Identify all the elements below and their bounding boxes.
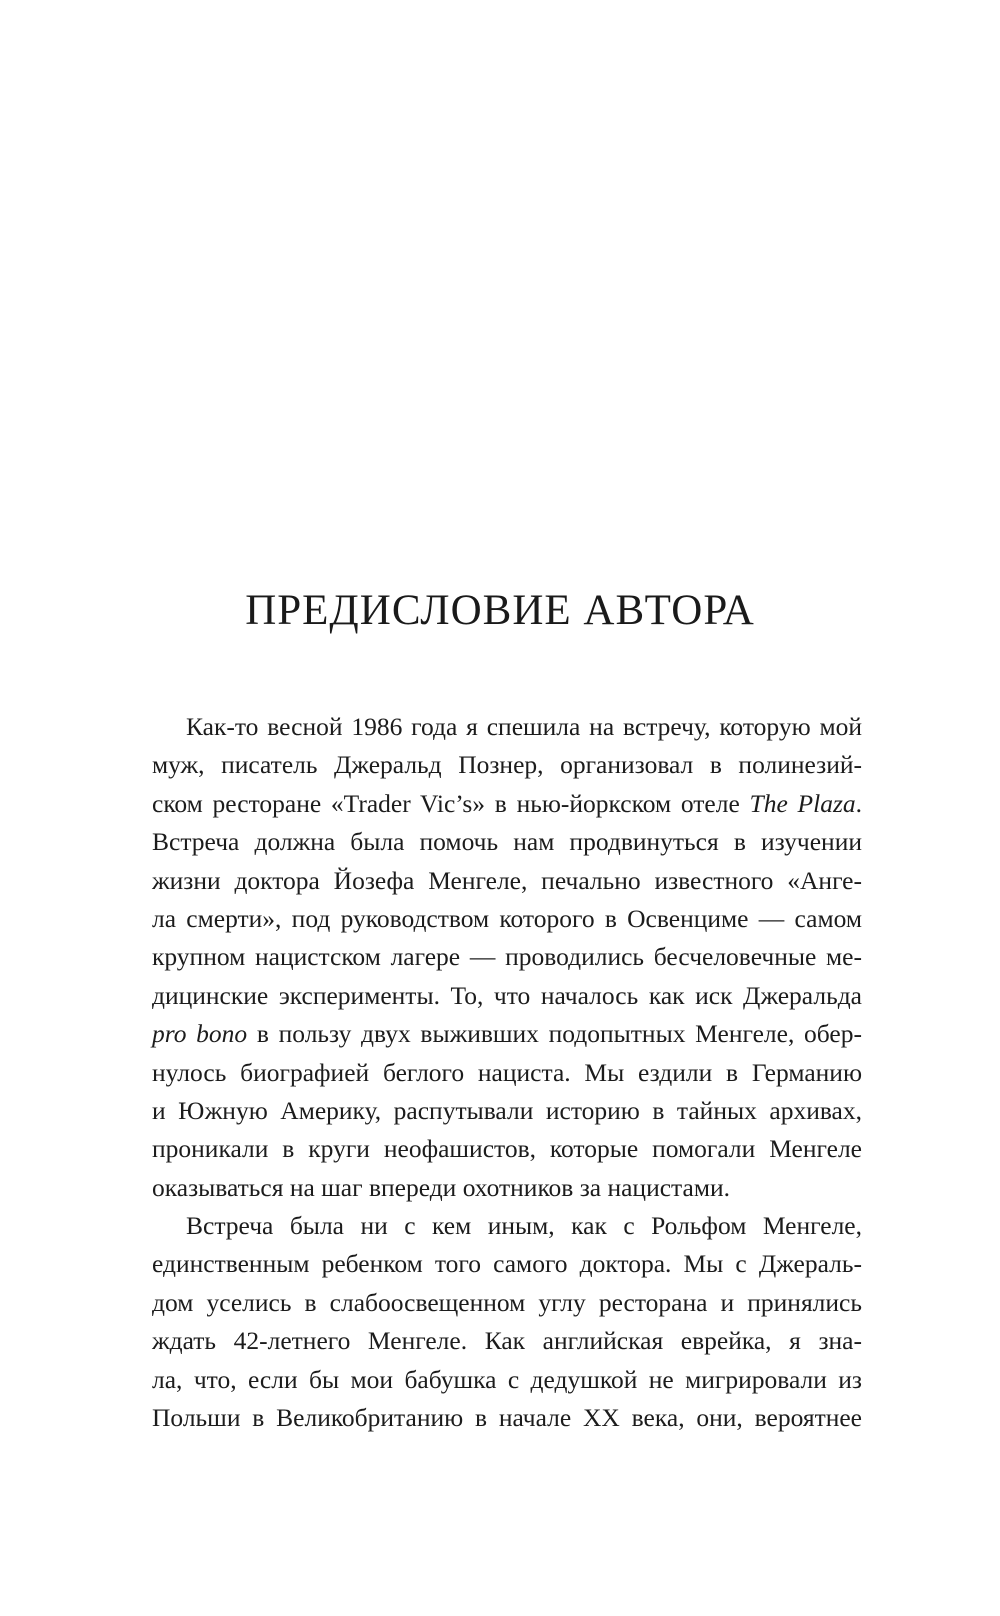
- text-line: Польши в Великобританию в начале XX века, они, вероятнее: [152, 1403, 862, 1433]
- text-line: проникали в круги неофашистов, которые помогали Менгеле: [152, 1134, 862, 1164]
- text-line: дицинские эксперименты. То, что началось как иск Джеральда: [152, 980, 862, 1010]
- text-line: дом уселись в слабоосвещенном углу ресторана и принялись: [152, 1287, 862, 1317]
- text-line: Встреча была ни с кем иным, как с Рольфом Менгеле,: [186, 1211, 862, 1241]
- text-line: pro bono в пользу двух выживших подопытных Менгеле, обер-: [152, 1019, 862, 1049]
- italic-text: The Plaza: [749, 788, 856, 818]
- text-line: Встреча должна была помочь нам продвинуться в изучении: [152, 827, 862, 857]
- text-line: жизни доктора Йозефа Менгеле, печально известного «Анге-: [152, 865, 862, 895]
- body-text: [152, 708, 862, 1437]
- text-line: муж, писатель Джеральд Познер, организовал в полинезий-: [152, 750, 862, 780]
- text-line: ском ресторане «Trader Vic’s» в нью-йоркском отеле The Plaza.: [152, 788, 862, 818]
- text-line: нулось биографией беглого нациста. Мы ездили в Германию: [152, 1057, 862, 1087]
- text-line: крупном нацистском лагере — проводились бесчеловечные ме-: [152, 942, 862, 972]
- italic-text: pro bono: [152, 1019, 248, 1049]
- paragraph: [152, 1207, 862, 1437]
- chapter-title: ПРЕДИСЛОВИЕ АВТОРА: [245, 587, 755, 634]
- paragraph: [152, 708, 862, 1207]
- text-line: ла смерти», под руководством которого в Освенциме — самом: [152, 903, 862, 933]
- text-line: ждать 42-летнего Менгеле. Как английская еврейка, я зна-: [152, 1326, 862, 1356]
- text-line: единственным ребенком того самого доктора. Мы с Джераль-: [152, 1249, 862, 1279]
- text-line: Как-то весной 1986 года я спешила на встречу, которую мой: [186, 712, 862, 741]
- text-line: оказываться на шаг впереди охотников за нацистами.: [152, 1172, 730, 1202]
- text-line: и Южную Америку, распутывали историю в тайных архивах,: [152, 1095, 862, 1125]
- text-line: ла, что, если бы мои бабушка с дедушкой не мигрировали из: [152, 1364, 862, 1394]
